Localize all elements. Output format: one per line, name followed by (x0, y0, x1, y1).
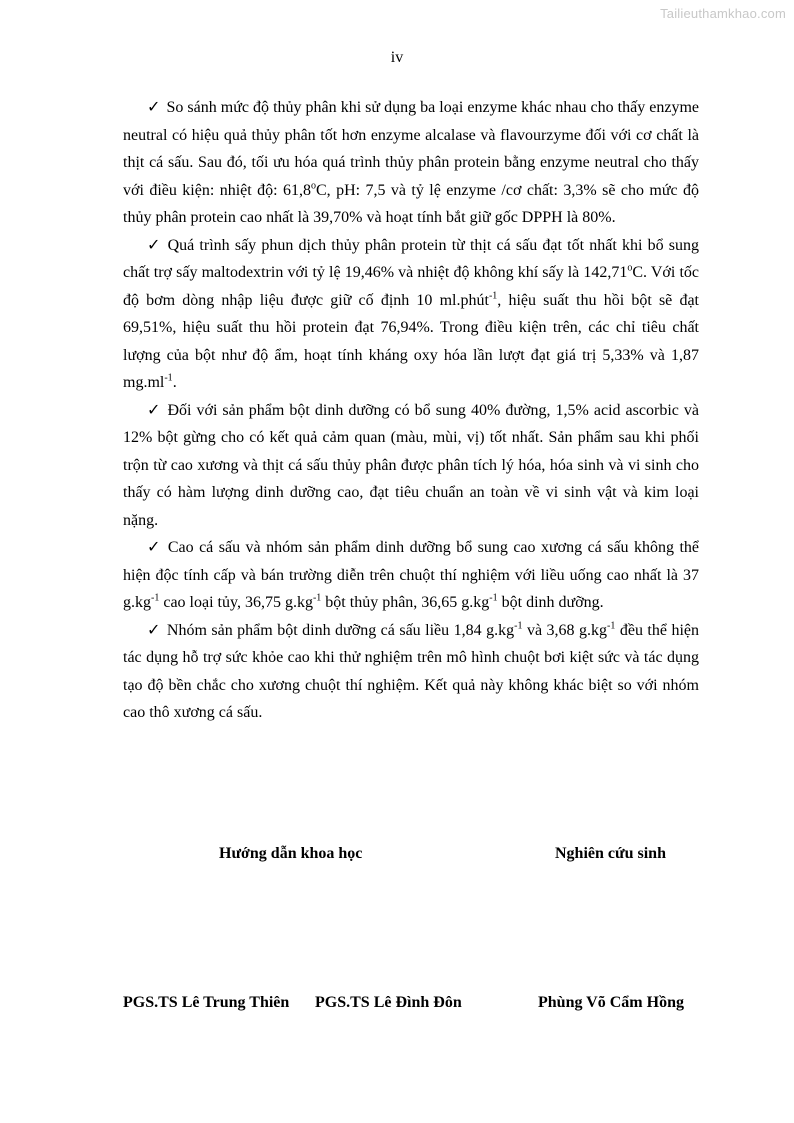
checkmark-icon: ✓ (147, 539, 162, 556)
text-run: Cao cá sấu và nhóm sản phẩm dinh dưỡng bổ sung cao xương cá sấu không thể hiện độc tính cấp và bán trường diễn trên chuột thí nghiệm với liều uống cao nhất là 37 g.kg (123, 539, 699, 611)
superscript: -1 (312, 592, 322, 604)
superscript: -1 (488, 290, 498, 302)
advisor-name-1: PGS.TS Lê Trung Thiên (123, 994, 290, 1011)
text-run: đều thể hiện tác dụng hỗ trợ sức khỏe cao khi thử nghiệm trên mô hình chuột bơi kiệt sức và tác dụng tạo độ bền chắc cho xương chuột thí nghiệm. Kết quả này không khác biệt so với nhóm cao thô xương cá sấu. (123, 621, 699, 721)
text-run: bột dinh dưỡng. (497, 594, 604, 611)
advisor-heading: Hướng dẫn khoa học (219, 845, 363, 862)
superscript: -1 (514, 620, 523, 632)
text-run: Quá trình sấy phun dịch thủy phân protein từ thịt cá sấu đạt tốt nhất khi bổ sung chất trợ sấy maltodextrin với tỷ lệ 19,46% và nhiệt độ không khí sấy là 142,71 (123, 236, 699, 281)
checkmark-icon: ✓ (147, 401, 162, 419)
text-run: C. Với tốc độ bơm dòng nhập liệu được giữ cố định 10 ml.phút (123, 264, 700, 309)
conclusion-paragraph (123, 397, 699, 535)
student-name: Phùng Võ Cẩm Hồng (538, 994, 684, 1011)
checkmark-icon: ✓ (147, 99, 161, 116)
summary-conclusions (123, 94, 699, 727)
watermark: Tailieuthamkhao.com (660, 6, 786, 21)
superscript: o (627, 262, 633, 274)
checkmark-icon: ✓ (147, 236, 162, 254)
superscript: -1 (151, 592, 160, 604)
conclusion-paragraph (123, 534, 699, 617)
superscript: -1 (164, 372, 173, 384)
conclusion-paragraph (123, 617, 699, 727)
superscript: -1 (607, 620, 616, 632)
page-number: iv (390, 49, 404, 66)
text-run: So sánh mức độ thủy phân khi sử dụng ba loại enzyme khác nhau cho thấy enzyme neutral có hiệu quả thủy phân tốt hơn enzyme alcalase và flavourzyme đối với cơ chất là thịt cá sấu. Sau đó, tối ưu hóa quá trình thủy phân protein bằng enzyme neutral cho thấy với điều kiện: nhiệt độ: 61,8 (123, 99, 699, 199)
advisor-name-2: PGS.TS Lê Đình Đôn (315, 994, 462, 1011)
student-heading: Nghiên cứu sinh (555, 845, 666, 862)
text-run: và 3,68 g.kg (522, 621, 608, 639)
text-run: Nhóm sản phẩm bột dinh dưỡng cá sấu liều 1,84 g.kg (166, 621, 515, 639)
superscript: o (310, 180, 316, 192)
text-run: Đối với sản phẩm bột dinh dưỡng có bổ sung 40% đường, 1,5% acid ascorbic và 12% bột gừng cho có kết quả cảm quan (màu, mùi, vị) tốt nhất. Sản phẩm sau khi phối trộn từ cao xương và thịt cá sấu thủy phân được phân tích lý hóa, hóa sinh và vi sinh cho thấy có hàm lượng dinh dưỡng cao, đạt tiêu chuẩn an toàn về vi sinh vật và kim loại nặng. (123, 401, 700, 529)
text-run: , hiệu suất thu hồi bột sẽ đạt 69,51%, hiệu suất thu hồi protein đạt 76,94%. Trong điều kiện trên, các chỉ tiêu chất lượng của bột như độ ẩm, hoạt tính kháng oxy hóa lần lượt đạt giá trị 5,33% và 1,87 mg.ml (123, 291, 700, 391)
text-run: bột thủy phân, 36,65 g.kg (321, 594, 490, 611)
conclusion-paragraph (123, 232, 699, 397)
text-run: C, pH: 7,5 và tỷ lệ enzyme /cơ chất: 3,3% sẽ cho mức độ thủy phân protein cao nhất là 39,70% và hoạt tính bắt giữ gốc DPPH là 80%. (123, 181, 700, 226)
superscript: -1 (489, 592, 498, 604)
conclusion-paragraph (123, 94, 699, 232)
checkmark-icon: ✓ (147, 621, 161, 639)
text-run: cao loại tủy, 36,75 g.kg (159, 594, 313, 611)
text-run: . (172, 374, 177, 391)
